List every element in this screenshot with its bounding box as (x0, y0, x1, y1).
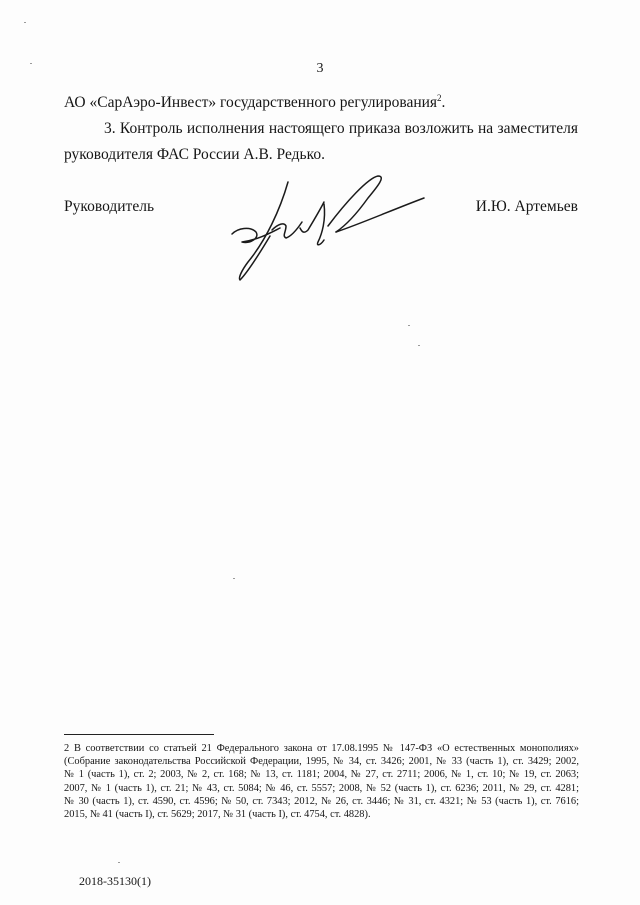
signatory-name: И.Ю. Артемьев (475, 198, 578, 215)
scan-speck (418, 345, 420, 346)
footnote-reference: 2 (437, 92, 442, 103)
paragraph-control-clause (64, 116, 578, 168)
footnote-separator (64, 734, 214, 735)
scan-speck (24, 22, 26, 23)
paragraph-line-1: 3. Контроль исполнения настоящего приказа возложить на заместителя (104, 120, 578, 137)
paragraph-line-2: руководителя ФАС России А.В. Редько. (64, 146, 325, 163)
scan-speck (233, 578, 235, 579)
scan-speck (408, 325, 410, 326)
footnote (64, 742, 579, 821)
footnote-line: 2015, № 41 (часть I), ст. 5629; 2017, № 31 (часть I), ст. 4754, ст. 4828). (64, 809, 371, 821)
footnote-line: № 1 (часть 1), ст. 2; 2003, № 2, ст. 168; № 13, ст. 1181; 2004, № 27, ст. 2711; 2006, № 1, ст. 10; № 19, ст. 2063; (64, 769, 579, 781)
footnote-line: (Собрание законодательства Российской Федерации, 1995, № 34, ст. 3426; 2001, № 33 (часть 1), ст. 3429; 2002, (64, 756, 579, 768)
paragraph-end: . (441, 94, 446, 111)
signatory-position: Руководитель (64, 198, 155, 215)
footnote-line: № 30 (часть 1), ст. 4590, ст. 4596; № 50, ст. 7343; 2012, № 26, ст. 3446; № 31, ст. 4321; № 53 (часть 1), ст. 7616; (64, 795, 579, 807)
paragraph-text: АО «СарАэро-Инвест» государственного регулирования (64, 94, 438, 111)
page-number: 3 (316, 61, 324, 76)
document-code: 2018-35130(1) (79, 874, 151, 888)
handwritten-signature (228, 170, 428, 290)
paragraph-continuation (64, 90, 578, 116)
scan-speck (30, 63, 32, 64)
scan-speck (118, 862, 120, 863)
footnote-line: 2007, № 1 (часть 1), ст. 21; № 43, ст. 5084; № 46, ст. 5557; 2008, № 52 (часть 1), ст. 6236; 2011, № 29, ст. 4281; (64, 782, 579, 794)
footnote-line: 2 В соответствии со статьей 21 Федерального закона от 17.08.1995 № 147-ФЗ «О естественных монополиях» (64, 743, 579, 754)
